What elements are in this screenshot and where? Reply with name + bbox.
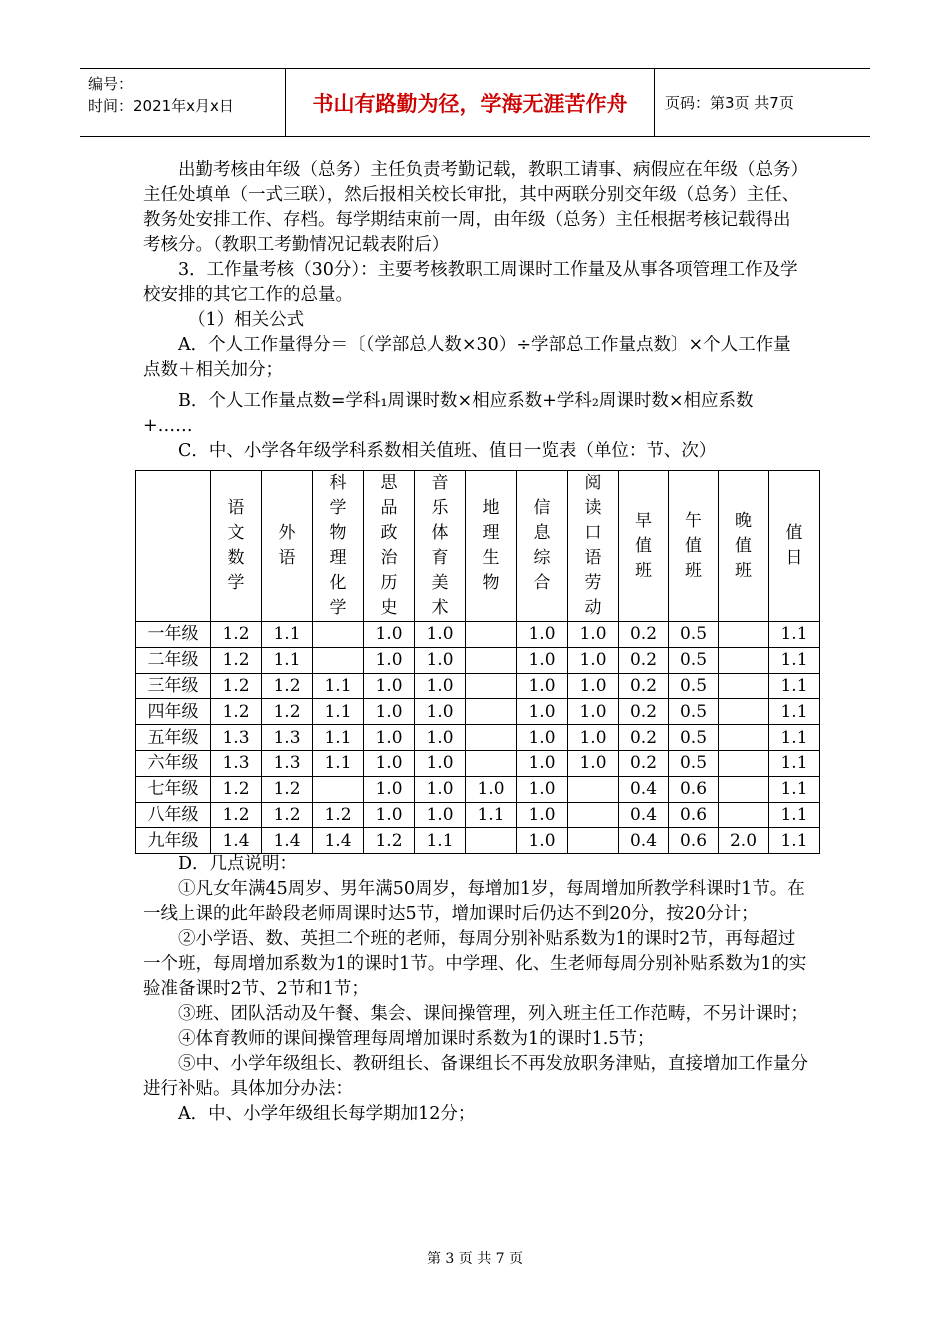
grade-label-cell: 九年级 (136, 828, 211, 854)
paragraph-formula-a: A．个人工作量得分＝〔（学部总人数×30）÷学部总工作量点数〕×个人工作量点数＋相关加分； (143, 335, 791, 380)
table-cell: 1.0 (517, 725, 568, 751)
table-cell: 1.2 (313, 802, 364, 828)
table-cell: 1.1 (466, 802, 517, 828)
table-cell: 1.1 (769, 776, 820, 802)
table-cell: 1.1 (313, 725, 364, 751)
table-cell: 1.2 (262, 699, 313, 725)
table-row (136, 776, 820, 802)
table-cell: 1.0 (364, 725, 415, 751)
table-cell: 1.1 (313, 750, 364, 776)
table-cell (313, 776, 364, 802)
table-cell: 1.0 (517, 622, 568, 648)
table-header-cell: 语文数学 (211, 471, 262, 622)
grade-label-cell: 七年级 (136, 776, 211, 802)
table-cell: 0.2 (619, 725, 669, 751)
table-cell (466, 673, 517, 699)
grade-label-cell: 一年级 (136, 622, 211, 648)
table-cell: 0.6 (669, 802, 719, 828)
table-cell: 1.2 (364, 828, 415, 854)
table-cell: 1.0 (415, 802, 466, 828)
table-row (136, 828, 820, 854)
table-cell: 1.2 (262, 802, 313, 828)
table-cell: 1.0 (364, 622, 415, 648)
paragraph-workload: 3．工作量考核（30分）：主要考核教职工周课时工作量及从事各项管理工作及学校安排的其它工作的总量。 (143, 260, 798, 305)
table-cell: 2.0 (719, 828, 769, 854)
table-cell (719, 802, 769, 828)
table-header-cell: 信息综合 (517, 471, 568, 622)
table-header-cell: 科学物理化学 (313, 471, 364, 622)
table-cell: 0.4 (619, 828, 669, 854)
table-cell: 0.5 (669, 725, 719, 751)
table-cell: 1.0 (568, 622, 619, 648)
table-header-cell: 午值班 (669, 471, 719, 622)
table-header-cell: 早值班 (619, 471, 669, 622)
table-cell: 1.2 (211, 699, 262, 725)
table-cell: 1.1 (769, 673, 820, 699)
note-item: A．中、小学年级组长每学期加12分； (178, 1104, 476, 1124)
table-cell: 1.3 (211, 750, 262, 776)
header-page-info: 页码：第3页 共7页 (665, 94, 794, 112)
table-cell (568, 802, 619, 828)
table-cell: 1.0 (415, 699, 466, 725)
table-cell: 1.1 (769, 828, 820, 854)
table-cell (466, 622, 517, 648)
note-item: ④体育教师的课间操管理每周增加课时系数为1的课时1.5节； (178, 1029, 655, 1049)
table-cell: 1.0 (517, 699, 568, 725)
table-cell: 0.5 (669, 750, 719, 776)
table-cell: 1.1 (769, 622, 820, 648)
table-cell: 1.1 (313, 699, 364, 725)
table-cell (719, 725, 769, 751)
grade-label-cell: 四年级 (136, 699, 211, 725)
table-cell: 1.0 (415, 750, 466, 776)
table-cell: 1.1 (769, 802, 820, 828)
coefficient-table (135, 470, 820, 854)
table-header-cell: 晚值班 (719, 471, 769, 622)
table-header-cell: 地理生物 (466, 471, 517, 622)
table-cell: 1.0 (415, 647, 466, 673)
paragraph-formula-b: B．个人工作量点数=学科₁周课时数×相应系数+学科₂周课时数×相应系数+…… (143, 391, 754, 436)
table-cell: 0.5 (669, 647, 719, 673)
table-cell: 0.2 (619, 750, 669, 776)
table-cell: 1.0 (364, 673, 415, 699)
table-row (136, 802, 820, 828)
table-row (136, 750, 820, 776)
table-cell: 1.0 (517, 802, 568, 828)
table-cell: 1.0 (466, 776, 517, 802)
table-cell: 1.0 (517, 776, 568, 802)
table-cell: 1.0 (517, 828, 568, 854)
table-cell (568, 776, 619, 802)
table-row (136, 622, 820, 648)
table-cell: 1.0 (364, 802, 415, 828)
table-header-cell: 值日 (769, 471, 820, 622)
table-cell (466, 828, 517, 854)
table-row (136, 699, 820, 725)
table-cell: 0.6 (669, 828, 719, 854)
table-cell: 1.2 (211, 802, 262, 828)
table-cell: 1.4 (211, 828, 262, 854)
grade-label-cell: 八年级 (136, 802, 211, 828)
table-cell (466, 699, 517, 725)
table-cell: 1.1 (313, 673, 364, 699)
table-cell: 0.4 (619, 776, 669, 802)
table-cell (568, 828, 619, 854)
grade-label-cell: 五年级 (136, 725, 211, 751)
header-meta (80, 69, 285, 136)
table-cell: 1.0 (568, 647, 619, 673)
table-cell: 1.4 (313, 828, 364, 854)
table-cell: 1.2 (211, 622, 262, 648)
table-cell: 1.0 (568, 725, 619, 751)
table-cell: 0.2 (619, 622, 669, 648)
table-cell: 1.2 (262, 776, 313, 802)
time-label: 时间：2021年x月x日 (88, 97, 234, 115)
number-label: 编号： (88, 75, 134, 93)
page-footer: 第 3 页 共 7 页 (426, 1251, 524, 1267)
table-cell: 1.0 (517, 673, 568, 699)
table-cell: 1.0 (415, 725, 466, 751)
table-cell: 1.0 (517, 647, 568, 673)
table-cell (719, 622, 769, 648)
table-cell: 0.2 (619, 699, 669, 725)
table-cell: 1.0 (568, 699, 619, 725)
table-cell: 1.1 (262, 647, 313, 673)
table-cell: 1.2 (211, 647, 262, 673)
table-cell: 1.1 (769, 750, 820, 776)
table-cell (719, 776, 769, 802)
body-text (143, 158, 803, 464)
header-motto: 书山有路勤为径，学海无涯苦作舟 (285, 69, 655, 136)
table-cell (466, 647, 517, 673)
note-item: ②小学语、数、英担二个班的老师，每周分别补贴系数为1的课时2节，再每超过一个班，每周增加系数为1的课时1节。中学理、化、生老师每周分别补贴系数为1的实验准备课时2节、2节和1节； (143, 929, 807, 999)
grade-label-cell: 六年级 (136, 750, 211, 776)
table-cell (719, 750, 769, 776)
table-cell: 1.1 (262, 622, 313, 648)
table-row (136, 725, 820, 751)
table-header-cell: 音乐体育美术 (415, 471, 466, 622)
table-cell: 1.3 (211, 725, 262, 751)
table-cell: 1.0 (364, 750, 415, 776)
table-cell: 0.5 (669, 622, 719, 648)
table-row (136, 647, 820, 673)
note-item: ⑤中、小学年级组长、教研组长、备课组长不再发放职务津贴，直接增加工作量分进行补贴。具体加分办法： (143, 1054, 808, 1099)
table-cell: 0.6 (669, 776, 719, 802)
table-cell: 1.4 (262, 828, 313, 854)
table-row (136, 673, 820, 699)
table-cell: 1.0 (415, 673, 466, 699)
table-cell: 1.0 (364, 699, 415, 725)
table-header-cell: 外语 (262, 471, 313, 622)
note-item: ③班、团队活动及午餐、集会、课间操管理，列入班主任工作范畴，不另计课时； (178, 1004, 808, 1024)
grade-label-cell: 三年级 (136, 673, 211, 699)
table-header-cell: 思品政治历史 (364, 471, 415, 622)
table-cell (313, 647, 364, 673)
table-cell: 1.0 (415, 622, 466, 648)
table-cell: 1.0 (517, 750, 568, 776)
table-cell (719, 647, 769, 673)
table-cell: 0.5 (669, 699, 719, 725)
table-cell (719, 699, 769, 725)
table-cell (466, 750, 517, 776)
table-cell (719, 673, 769, 699)
table-cell: 1.3 (262, 750, 313, 776)
page-header (80, 68, 870, 137)
table-cell: 1.1 (769, 647, 820, 673)
table-cell: 1.2 (211, 776, 262, 802)
notes-section (143, 852, 808, 1127)
table-cell: 1.0 (568, 750, 619, 776)
paragraph-attendance: 出勤考核由年级（总务）主任负责考勤记载，教职工请事、病假应在年级（总务）主任处填单（一式三联），然后报相关校长审批，其中两联分别交年级（总务）主任、教务处安排工作、存档。每学期结束前一周，由年级（总务）主任根据考核记载得出考核分。（教职工考勤情况记载表附后） (143, 160, 800, 255)
paragraph-table-caption: C．中、小学各年级学科系数相关值班、值日一览表（单位：节、次） (178, 441, 717, 461)
table-cell: 1.0 (415, 776, 466, 802)
table-cell (466, 725, 517, 751)
table-cell: 0.5 (669, 673, 719, 699)
paragraph-formula-heading: （1）相关公式 (188, 310, 305, 330)
table-cell: 1.2 (262, 673, 313, 699)
table-header-row (136, 471, 820, 622)
table-cell: 1.0 (364, 776, 415, 802)
table-header-cell: 阅读口语劳动 (568, 471, 619, 622)
table-cell: 1.2 (211, 673, 262, 699)
table-cell: 0.2 (619, 673, 669, 699)
table-cell (313, 622, 364, 648)
table-cell: 1.1 (769, 699, 820, 725)
table-header-cell (136, 471, 211, 622)
grade-label-cell: 二年级 (136, 647, 211, 673)
table-cell: 0.2 (619, 647, 669, 673)
table-cell: 1.1 (415, 828, 466, 854)
table-cell: 1.1 (769, 725, 820, 751)
table-cell: 0.4 (619, 802, 669, 828)
table-cell: 1.3 (262, 725, 313, 751)
note-item: ①凡女年满45周岁、男年满50周岁，每增加1岁，每周增加所教学科课时1节。在一线上课的此年龄段老师周课时达5节，增加课时后仍达不到20分，按20分计； (143, 879, 805, 924)
table-cell: 1.0 (568, 673, 619, 699)
notes-heading: D．几点说明： (178, 854, 298, 874)
table-cell: 1.0 (364, 647, 415, 673)
